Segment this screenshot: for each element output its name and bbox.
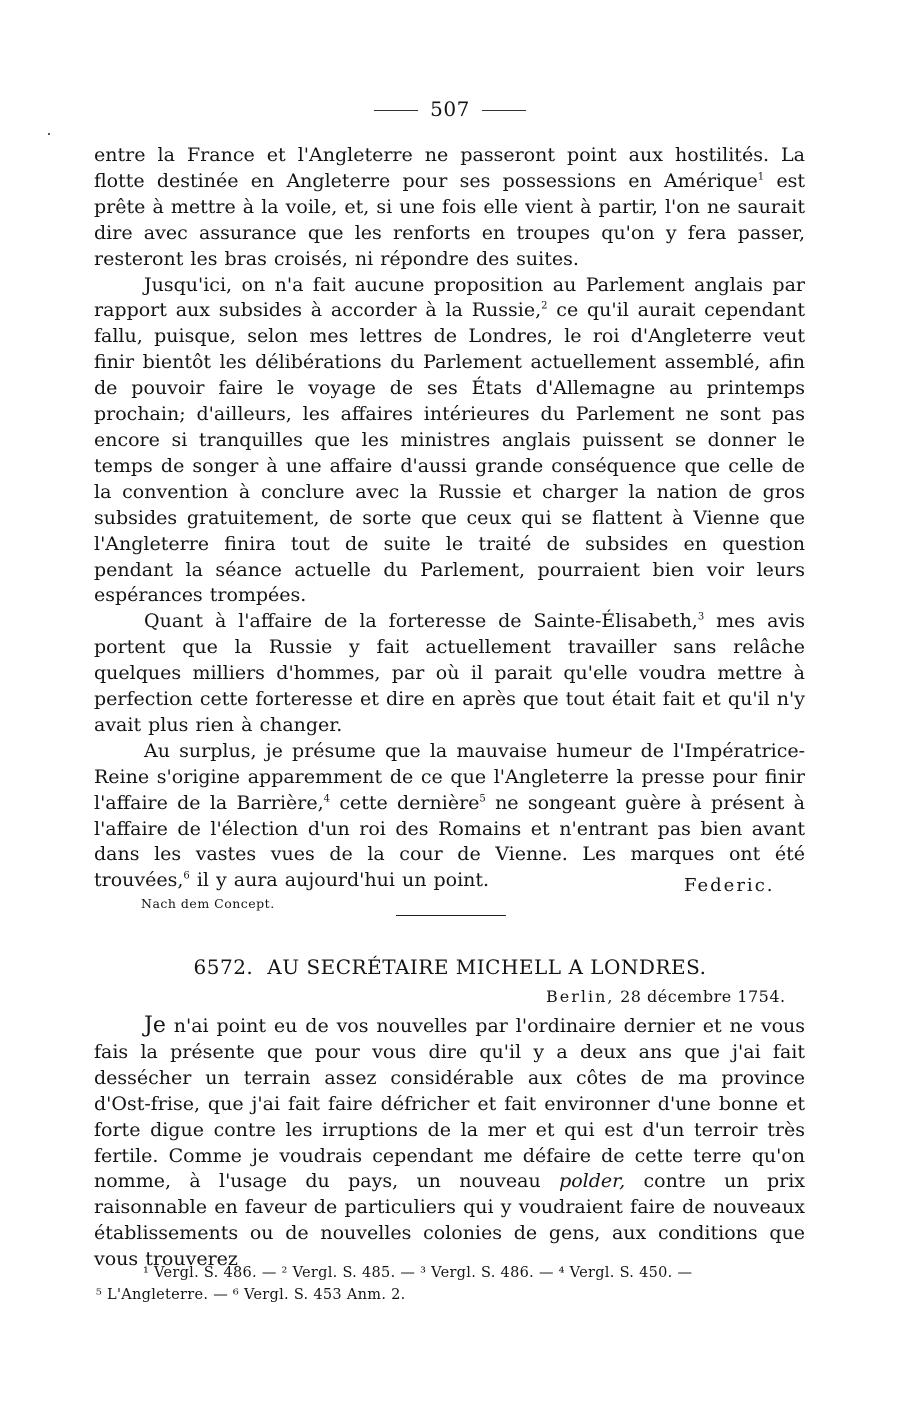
footnote-marker: 6 (183, 871, 190, 883)
signature: Federic. (684, 875, 775, 896)
paragraph-text: Jusqu'ici, on n'a fait aucune proposition au Parlement anglais par rapport aux subsides à accorder à la Russie, (94, 273, 805, 322)
footnote-line: ¹ Vergl. S. 486. — ² Vergl. S. 485. — ³ Vergl. S. 486. — ⁴ Vergl. S. 450. — (143, 1265, 693, 1281)
page-number: 507 (430, 97, 470, 121)
letter-body: n'ai point eu de vos nouvelles par l'ordinaire dernier et ne vous fais la présente que pour vous dire qu'il y a deux ans que j'ai fait dessécher un terrain assez considérable aux côtes de ma province d'Ost-frise, que j'ai fait faire défricher et fait environner d'une bonne et forte digue contre les irruptions de la mer et qui est d'un terroir très fertile. Comme je voudrais cependant me défaire de cette terre qu'on nomme, à l'usage du pays, un nouveau (94, 1015, 805, 1193)
document-title: AU SECRÉTAIRE MICHELL A LONDRES. (267, 955, 707, 979)
footnotes (96, 1262, 816, 1306)
paragraph-text: est prête à mettre à la voile, et, si une fois elle vient à partir, l'on ne saurait dire avec assurance que les renforts en troupes qu'on y fera passer, resteront les bras croisés, ni répondre des suites. (94, 169, 806, 270)
document-heading (0, 955, 900, 979)
paragraph-text: entre la France et l'Angleterre ne passeront point aux hostilités. La flotte destinée en Angleterre pour ses possessions en Amérique (94, 144, 805, 192)
footnote-line: ⁵ L'Angleterre. — ⁶ Vergl. S. 453 Anm. 2. (96, 1287, 406, 1303)
dateline (546, 987, 786, 1006)
dateline-date: 28 décembre 1754. (620, 987, 786, 1006)
body-paragraph (94, 609, 805, 739)
paragraph-text: ce qu'il aurait cependant fallu, puisque, selon mes lettres de Londres, le roi d'Angleterre veut finir bientôt les délibérations du Parlement actuellement assemblé, afin de pouvoir faire le voyage de ses États d'Allemagne au printemps prochain; d'ailleurs, les affaires intérieures du Parlement ne sont pas encore si tranquilles que les ministres anglais puissent se donner le temps de songer à une affaire d'aussi grande conséquence que celle de la convention à conclure avec la Russie et charger la nation de gros subsides gratuitement, de sorte que ceux qui se flattent à Vienne que l'Angleterre finira tout de suite le traité de subsides en question pendant la séance actuelle du Parlement, pourraient bien voir leurs espérances trompées. (94, 299, 805, 607)
header-dash-right (482, 110, 526, 111)
footnote-marker: 2 (541, 301, 548, 313)
letter-text (94, 1013, 805, 1273)
footnote-marker: 1 (757, 171, 765, 183)
body-paragraph (94, 143, 805, 273)
source-note: Nach dem Concept. (141, 896, 275, 911)
letter-italic-term: polder, (559, 1170, 626, 1193)
header-dash-left (374, 110, 418, 111)
paragraph-text: mes avis portent que la Russie y fait actuellement travailler sans relâche quelques milliers d'hommes, par où il parait qu'elle voudra mettre à perfection cette forteresse et dire en après que tout était fait et qu'il n'y avait plus rien à changer. (94, 610, 806, 736)
paragraph-text: ne songeant guère à présent à l'affaire de l'élection d'un roi des Romains et n'entrant pas bien avant dans les vastes vues de la cour de Vienne. Les marques ont été trouvées, (94, 791, 805, 892)
footnote-marker: 3 (697, 611, 705, 623)
body-paragraph (94, 273, 805, 610)
margin-speck (48, 133, 50, 135)
body-paragraph (94, 739, 805, 894)
paragraph-text: Au surplus, je présume que la mauvaise humeur de l'Impératrice-Reine s'origine apparemment de ce que l'Angleterre la presse pour finir l'affaire de la Barrière, (94, 739, 805, 814)
continuation-text (94, 143, 805, 894)
dateline-place: Berlin, (546, 987, 615, 1006)
letter-body-continued: contre un prix raisonnable en faveur de particuliers qui y voudraient faire de nouveaux établissements ou de nouvelles colonies de gens, aux conditions que vous trouverez (94, 1170, 805, 1271)
footnote-marker: 5 (479, 793, 486, 805)
paragraph-text: il y aura aujourd'hui un point. (189, 869, 490, 892)
letter-first-word: Je (144, 1013, 166, 1038)
paragraph-text: Quant à l'affaire de la forteresse de Sainte-Élisabeth, (144, 610, 698, 633)
footnote-marker: 4 (323, 793, 331, 805)
document-number: 6572. (193, 955, 254, 979)
page-header (0, 97, 900, 121)
letter-paragraph (94, 1013, 805, 1273)
section-separator (396, 915, 506, 916)
paragraph-text: cette dernière (330, 791, 480, 814)
